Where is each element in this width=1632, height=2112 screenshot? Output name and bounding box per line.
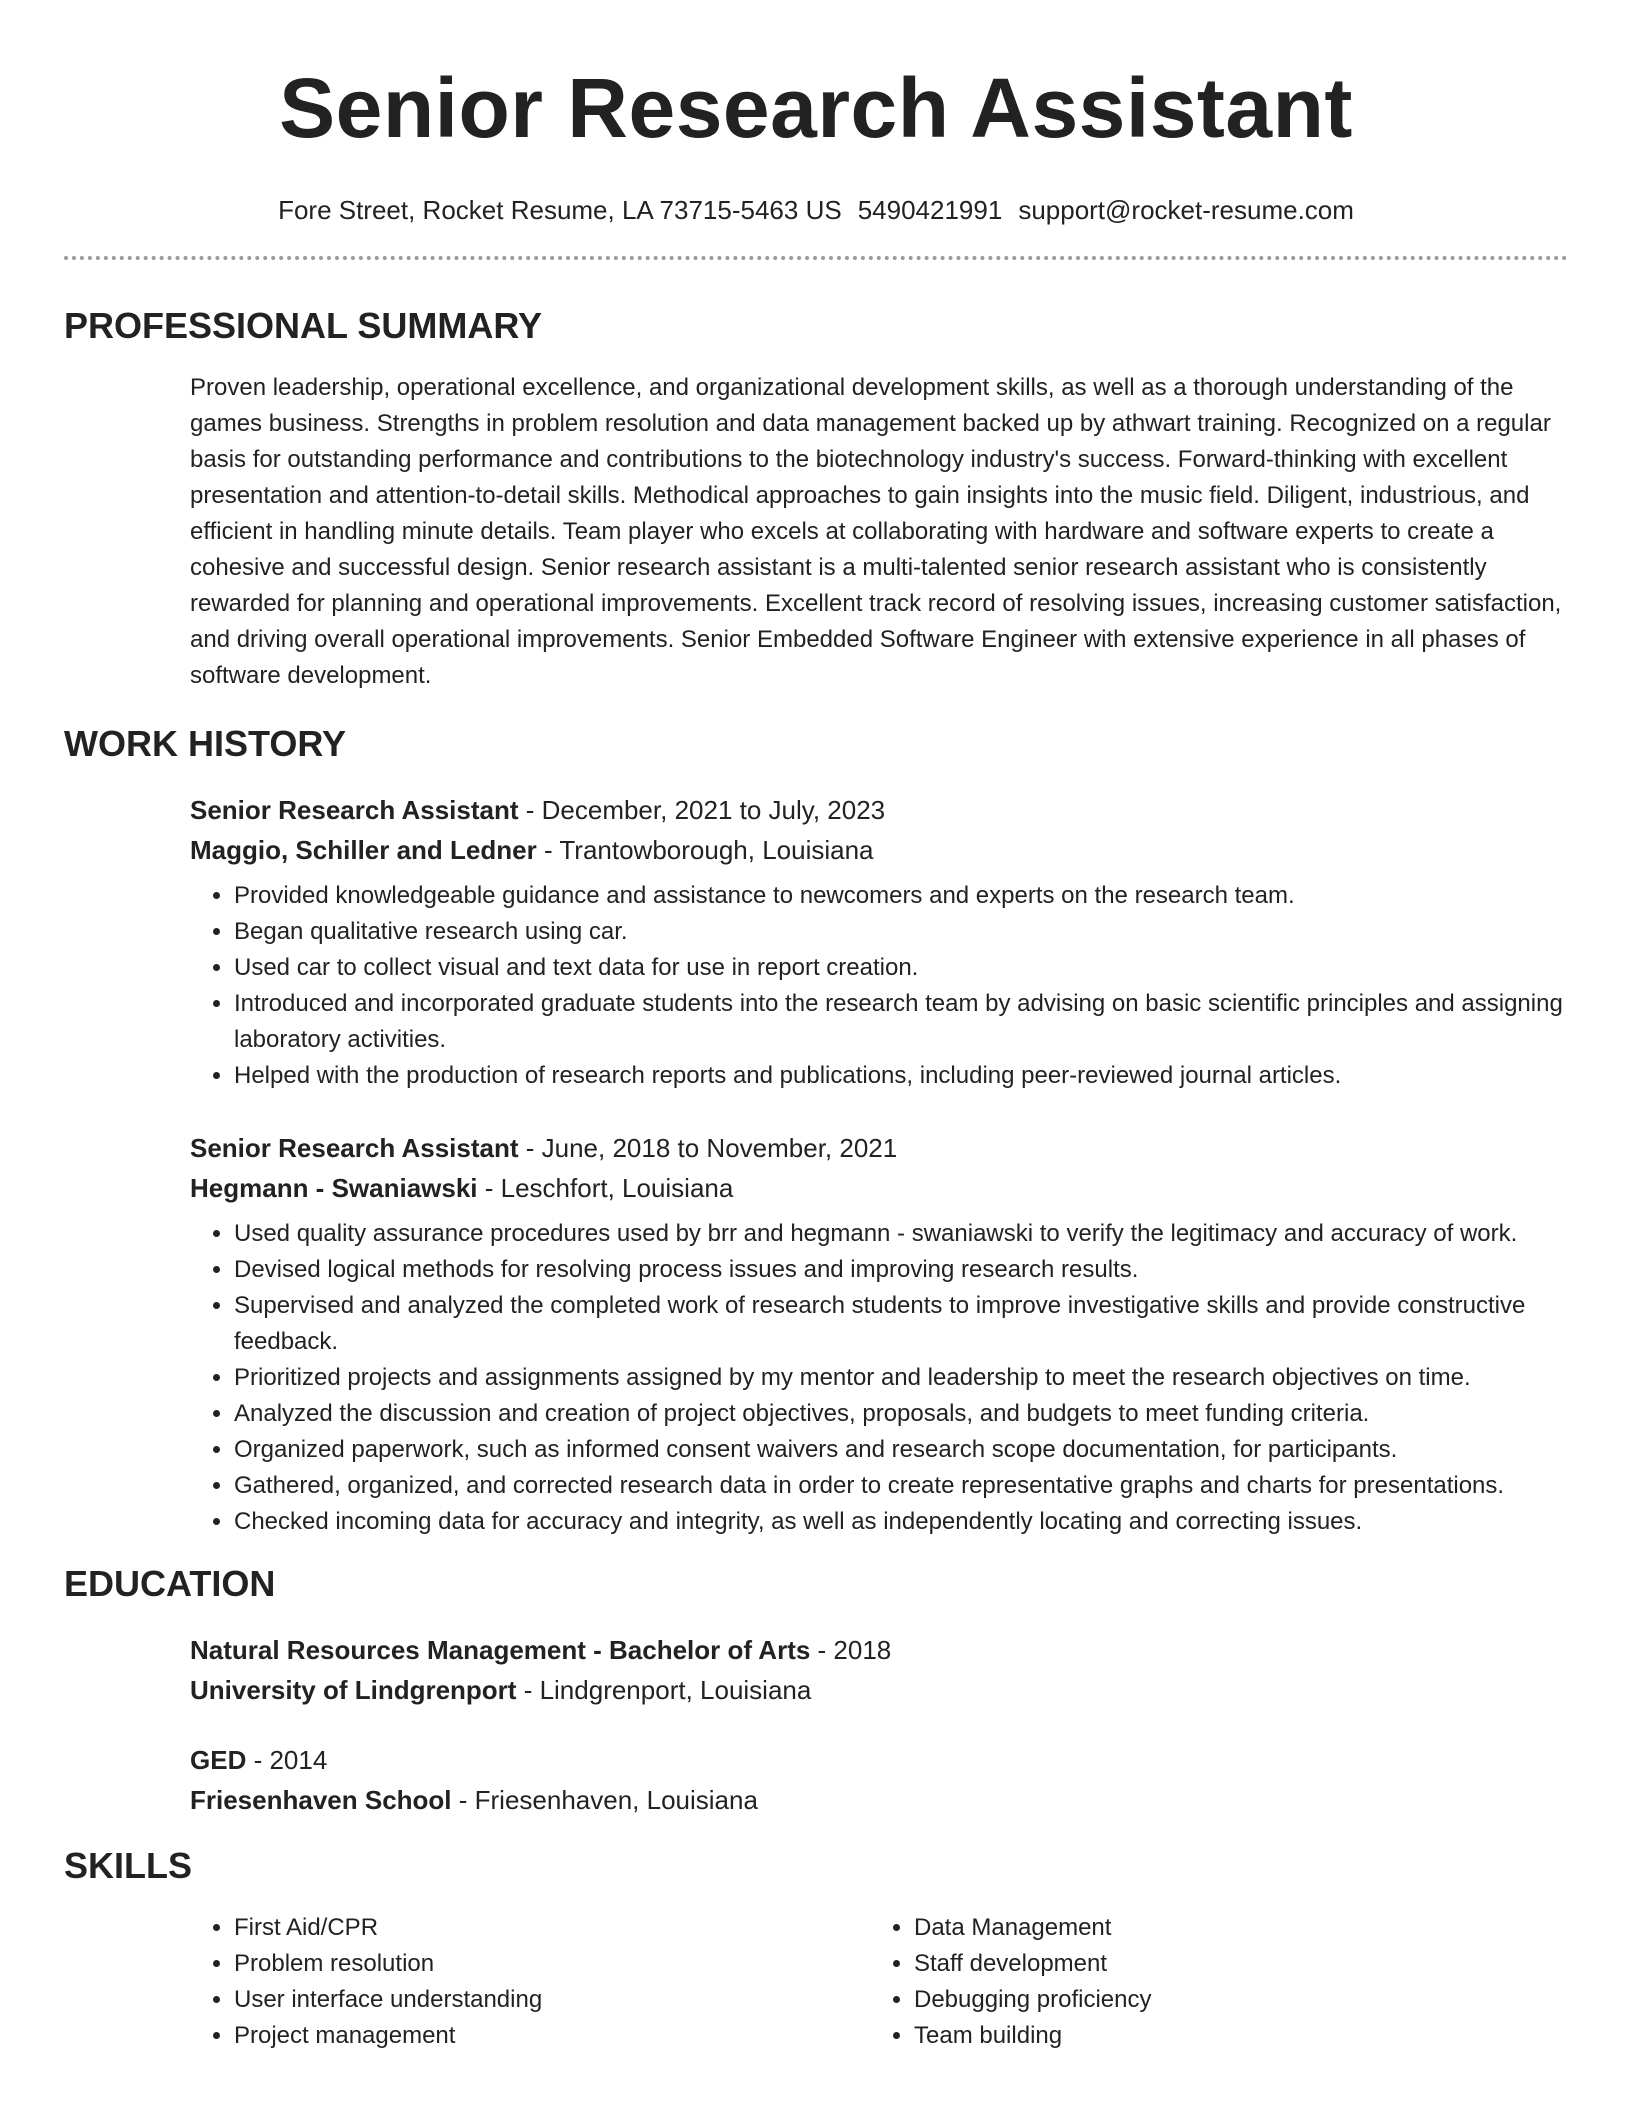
section-skills [64, 1844, 1568, 2054]
education-school-line [190, 1780, 1568, 1820]
education-degree: GED [190, 1745, 247, 1775]
contact-address: Fore Street, Rocket Resume, LA 73715-5463 US [278, 195, 842, 225]
skills-column-left [190, 1910, 870, 2054]
education-year: - 2018 [810, 1635, 892, 1665]
skill-item: • Project management [234, 2018, 870, 2054]
job-title-line [190, 1128, 1568, 1168]
summary-text: Proven leadership, operational excellence, and organizational development skills, as well as a thorough understanding of the games business. Strengths in problem resolution and data management backed up by athwart training. Recognized on a regular basis for outstanding performance and contributions to the biotechnology industry's success. Forward-thinking with excellent presentation and attention-to-detail skills. Methodical approaches to gain insights into the music field. Diligent, industrious, and efficient in handling minute details. Team player who excels at collaborating with hardware and software experts to create a cohesive and successful design. Senior research assistant is a multi-talented senior research assistant who is consistently rewarded for planning and operational improvements. Excellent track record of resolving issues, increasing customer satisfaction, and driving overall operational improvements. Senior Embedded Software Engineer with extensive experience in all phases of software development. [190, 374, 1562, 689]
skill-item: • User interface understanding [234, 1982, 870, 2018]
skill-item: • Problem resolution [234, 1946, 870, 1982]
job-bullet: • Helped with the production of research reports and publications, including peer-reviewed journal articles. [234, 1058, 1568, 1094]
skill-item: • Team building [914, 2018, 1550, 2054]
education-entry [190, 1630, 1568, 1710]
job-bullets [190, 1216, 1568, 1540]
skill-item: • Staff development [914, 1946, 1550, 1982]
education-location: - Lindgrenport, Louisiana [516, 1675, 812, 1705]
education-location: - Friesenhaven, Louisiana [451, 1785, 758, 1815]
job-dates: - December, 2021 to July, 2023 [518, 795, 886, 825]
job-bullet: • Organized paperwork, such as informed consent waivers and research scope documentation, for participants. [234, 1432, 1568, 1468]
job-bullet: • Prioritized projects and assignments assigned by my mentor and leadership to meet the research objectives on time. [234, 1360, 1568, 1396]
section-work-history [64, 722, 1568, 1540]
job-bullet: • Introduced and incorporated graduate students into the research team by advising on basic scientific principles and assigning laboratory activities. [234, 986, 1568, 1058]
job-company: Hegmann - Swaniawski [190, 1173, 478, 1203]
job-company: Maggio, Schiller and Ledner [190, 835, 537, 865]
job-entry [190, 790, 1568, 1094]
contact-phone: 5490421991 [857, 195, 1003, 225]
skills-column-right [870, 1910, 1550, 2054]
section-title-summary: PROFESSIONAL SUMMARY [64, 305, 543, 346]
education-degree-line [190, 1740, 1568, 1780]
job-bullet: • Gathered, organized, and corrected research data in order to create representative graphs and charts for presentations. [234, 1468, 1568, 1504]
job-bullet: • Supervised and analyzed the completed work of research students to improve investigative skills and provide constructive feedback. [234, 1288, 1568, 1360]
section-title-education: EDUCATION [64, 1563, 276, 1604]
job-bullet: • Used car to collect visual and text data for use in report creation. [234, 950, 1568, 986]
header-divider [64, 256, 1568, 260]
job-bullet: • Analyzed the discussion and creation of project objectives, proposals, and budgets to meet funding criteria. [234, 1396, 1568, 1432]
job-company-line [190, 1168, 1568, 1208]
resume-name: Senior Research Assistant [279, 61, 1353, 155]
job-bullet: • Devised logical methods for resolving process issues and improving research results. [234, 1252, 1568, 1288]
section-summary [64, 304, 1568, 694]
job-bullets [190, 878, 1568, 1094]
job-role: Senior Research Assistant [190, 795, 519, 825]
job-dates: - June, 2018 to November, 2021 [518, 1133, 898, 1163]
section-education [64, 1562, 1568, 1820]
contact-line [64, 194, 1568, 226]
job-bullet: • Checked incoming data for accuracy and integrity, as well as independently locating and correcting issues. [234, 1504, 1568, 1540]
education-school: University of Lindgrenport [190, 1675, 517, 1705]
skills-grid [190, 1910, 1568, 2054]
job-location: - Leschfort, Louisiana [477, 1173, 734, 1203]
job-bullet: • Provided knowledgeable guidance and assistance to newcomers and experts on the research team. [234, 878, 1568, 914]
education-school: Friesenhaven School [190, 1785, 452, 1815]
education-degree: Natural Resources Management - Bachelor of Arts [190, 1635, 811, 1665]
education-degree-line [190, 1630, 1568, 1670]
skill-item: • Data Management [914, 1910, 1550, 1946]
job-company-line [190, 830, 1568, 870]
skill-item: • Debugging proficiency [914, 1982, 1550, 2018]
job-bullet: • Used quality assurance procedures used by brr and hegmann - swaniawski to verify the legitimacy and accuracy of work. [234, 1216, 1568, 1252]
job-location: - Trantowborough, Louisiana [536, 835, 874, 865]
section-title-skills: SKILLS [64, 1845, 193, 1886]
contact-email: support@rocket-resume.com [1018, 195, 1354, 225]
section-title-work: WORK HISTORY [64, 723, 347, 764]
education-year: - 2014 [246, 1745, 328, 1775]
job-title-line [190, 790, 1568, 830]
education-school-line [190, 1670, 1568, 1710]
education-entry [190, 1740, 1568, 1820]
skill-item: • First Aid/CPR [234, 1910, 870, 1946]
job-entry [190, 1128, 1568, 1540]
job-role: Senior Research Assistant [190, 1133, 519, 1163]
job-bullet: • Began qualitative research using car. [234, 914, 1568, 950]
